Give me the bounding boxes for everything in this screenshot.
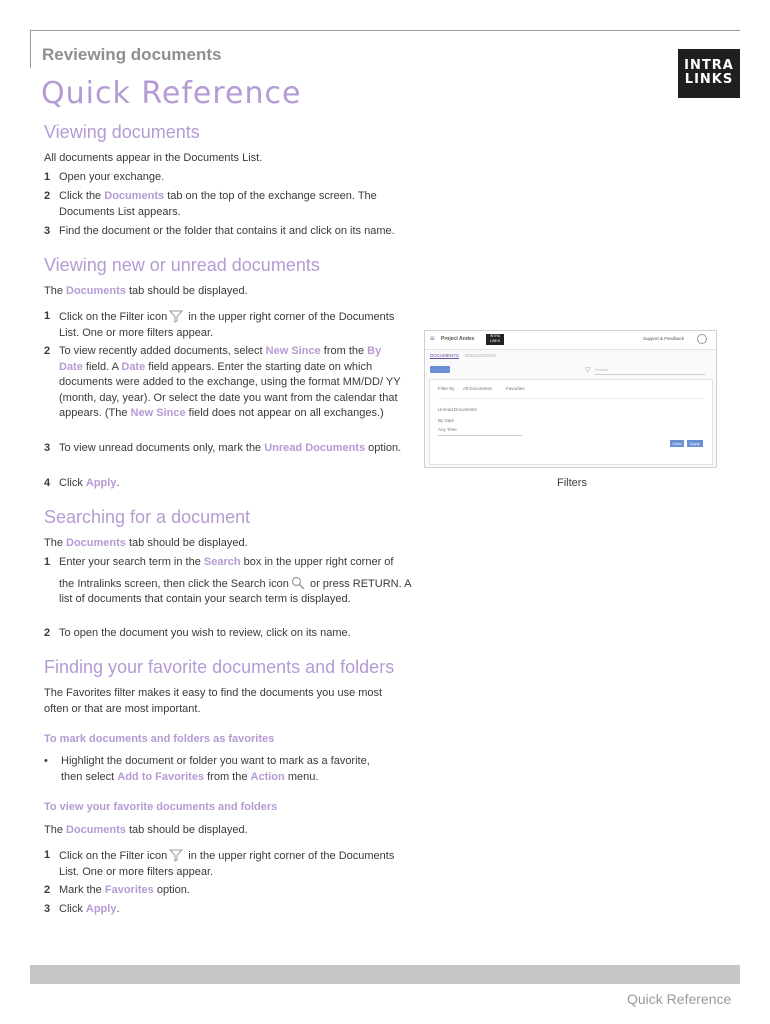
text-run: Click on the Filter icon	[59, 311, 168, 323]
all-documents-radio[interactable]: All Documents	[463, 386, 493, 391]
support-link[interactable]: Support & Feedback	[643, 336, 685, 341]
step-text: Open your exchange.	[59, 171, 165, 183]
unread-prereq	[44, 284, 248, 300]
search-input[interactable]: Search	[595, 367, 705, 375]
step-number: 4	[44, 477, 51, 489]
text-run: Click	[59, 477, 86, 489]
text-run: in the upper right corner of the Documents List. One or more filters appear.	[59, 311, 395, 339]
text-run: box in the upper right corner of	[240, 556, 394, 568]
step-number: 3	[44, 903, 51, 915]
clear-button[interactable]: Clear	[670, 440, 684, 447]
step-number: 3	[44, 442, 51, 454]
text-run: option.	[365, 442, 402, 454]
text-run: option.	[153, 884, 190, 896]
text-run: or press RETURN. A list of documents that contain your search term is displayed.	[59, 577, 411, 605]
text-run: Click	[59, 903, 86, 915]
text-run: The	[44, 537, 67, 549]
filters-screenshot	[424, 330, 717, 468]
search-icon	[291, 576, 305, 590]
logo-line-2: LINKS	[684, 72, 734, 87]
heading-favorites: Finding your favorite documents and folders	[44, 657, 395, 677]
left-rule	[30, 30, 31, 68]
new-since-ref: New Since	[130, 407, 186, 419]
filter-panel	[429, 379, 713, 465]
step-number: 1	[44, 556, 51, 568]
unread-step-2	[44, 344, 404, 422]
unread-checkbox[interactable]: Unread Documents	[438, 407, 477, 412]
favorites-radio[interactable]: Favorites	[506, 386, 525, 391]
add-to-favorites-ref: Add to Favorites	[117, 770, 205, 783]
text-run: Click on the Filter icon	[59, 850, 168, 862]
step-text	[59, 441, 404, 457]
text-run: from the	[204, 770, 251, 783]
step-text-cont	[59, 576, 414, 608]
apply-ref: Apply	[85, 477, 117, 489]
text-run: tab on the top of the exchange screen. The Documents List appears.	[59, 190, 377, 218]
step-number: 2	[44, 884, 51, 896]
text-run: Highlight the document or folder you want to mark as a favorite, then select	[61, 755, 370, 783]
favorites-bullet	[44, 754, 389, 785]
text-run: The	[44, 824, 67, 836]
bullet-mark: •	[44, 755, 48, 767]
text-run: field does not appear on all exchanges.)	[185, 407, 384, 419]
footer-bar	[30, 965, 740, 984]
apply-button[interactable]: Apply	[687, 440, 703, 447]
step-text	[59, 902, 404, 918]
tab-discussions[interactable]: DISCUSSIONS	[465, 353, 497, 358]
viewing-step-2	[44, 189, 404, 220]
search-step-1	[44, 555, 414, 608]
step-text: To open the document you wish to review, click on its name.	[59, 627, 351, 639]
heading-searching: Searching for a document	[44, 507, 251, 527]
app-header-bar	[425, 331, 716, 350]
viewing-step-3	[44, 224, 404, 240]
apply-ref: Apply	[85, 903, 117, 915]
step-text: Find the document or the folder that contains it and click on its name.	[59, 225, 395, 237]
favorites-step-1	[44, 848, 404, 880]
filter-icon[interactable]: ▽	[585, 367, 591, 374]
date-ref: Date	[121, 360, 146, 373]
step-number: 1	[44, 310, 51, 322]
text-run: tab should be displayed.	[125, 824, 248, 836]
text-run: in the upper right corner of the Documents List. One or more filters appear.	[59, 850, 395, 878]
filter-by-label: Filter By	[438, 386, 455, 391]
text-run: To view recently added documents, select	[59, 345, 266, 357]
step-text	[59, 555, 414, 571]
footer-label: Quick Reference	[627, 991, 732, 1007]
step-text	[59, 189, 404, 220]
favorites-intro: The Favorites filter makes it easy to find the documents you use most often or that are most important.	[44, 687, 383, 715]
menu-icon: ≡	[430, 334, 435, 343]
search-ref: Search	[203, 556, 241, 568]
step-text	[59, 476, 404, 492]
step-number: 2	[44, 345, 51, 357]
favorites-ref: Favorites	[104, 884, 154, 896]
step-number: 3	[44, 225, 51, 237]
unread-documents-ref: Unread Documents	[264, 442, 366, 454]
step-number: 2	[44, 627, 51, 639]
action-button[interactable]	[430, 366, 450, 373]
heading-viewing-documents: Viewing documents	[44, 122, 200, 142]
section-title: Reviewing documents	[42, 45, 222, 64]
text-run: To view unread documents only, mark the	[59, 442, 265, 454]
page-title: Quick Reference	[41, 76, 302, 111]
figure-caption: Filters	[557, 477, 587, 489]
subheading-view-favorites: To view your favorite documents and folders	[44, 801, 278, 813]
app-logo: INTRA LINKS	[486, 334, 504, 345]
subheading-mark-favorites: To mark documents and folders as favorites	[44, 733, 275, 745]
search-prereq	[44, 536, 248, 552]
favorites-step-2	[44, 883, 404, 899]
text-run: Click the	[59, 190, 105, 202]
filter-icon	[169, 309, 183, 323]
documents-tab-ref: Documents	[66, 285, 126, 297]
documents-tab-ref: Documents	[66, 824, 126, 836]
favorites-prereq	[44, 823, 248, 839]
by-date-ref: By Date	[59, 345, 382, 373]
viewing-intro: All documents appear in the Documents List.	[44, 152, 263, 164]
unread-step-1	[44, 309, 404, 341]
step-text	[59, 344, 404, 422]
documents-tab-ref: Documents	[66, 537, 126, 549]
text-run: Mark the	[59, 884, 105, 896]
project-name: Project Andes	[441, 336, 475, 342]
text-run: tab should be displayed.	[125, 537, 248, 549]
user-avatar-icon[interactable]	[697, 334, 707, 344]
step-number: 2	[44, 190, 51, 202]
step-text	[59, 848, 404, 880]
top-rule	[30, 30, 740, 31]
text-run: The	[44, 285, 67, 297]
favorites-step-3	[44, 902, 404, 918]
step-text	[59, 309, 404, 341]
tab-documents[interactable]: DOCUMENTS	[430, 353, 459, 358]
step-number: 1	[44, 171, 51, 183]
text-run: .	[116, 903, 120, 915]
step-text	[59, 883, 404, 899]
documents-tab-ref: Documents	[104, 190, 165, 202]
intralinks-logo	[678, 49, 740, 98]
unread-step-4	[44, 476, 404, 492]
text-run: .	[116, 477, 120, 489]
text-run: Enter your search term in the	[59, 556, 204, 568]
filter-icon	[169, 848, 183, 862]
new-since-ref: New Since	[265, 345, 321, 357]
panel-divider	[438, 398, 704, 399]
text-run: menu.	[284, 770, 319, 783]
text-run: field. A	[82, 360, 122, 373]
text-run: from the	[320, 345, 368, 357]
action-menu-ref: Action	[250, 770, 285, 783]
text-run: field appears. Enter the starting date on which documents were added to the exchange, using the format MM/DD/ YY (month, day, year). Or select the date you want from the calendar that appears. (The	[59, 360, 401, 419]
date-select[interactable]: Any Time	[438, 427, 522, 436]
logo-line-1: INTRA	[684, 58, 734, 73]
by-date-label: By Date	[438, 418, 455, 423]
step-number: 1	[44, 849, 51, 861]
text-run: the Intralinks screen, then click the Search icon	[59, 577, 289, 590]
bullet-text	[61, 754, 389, 785]
text-run: tab should be displayed.	[125, 285, 248, 297]
viewing-step-1	[44, 170, 404, 186]
unread-step-3	[44, 441, 404, 457]
search-step-2	[44, 626, 404, 642]
heading-unread-documents: Viewing new or unread documents	[44, 255, 320, 275]
